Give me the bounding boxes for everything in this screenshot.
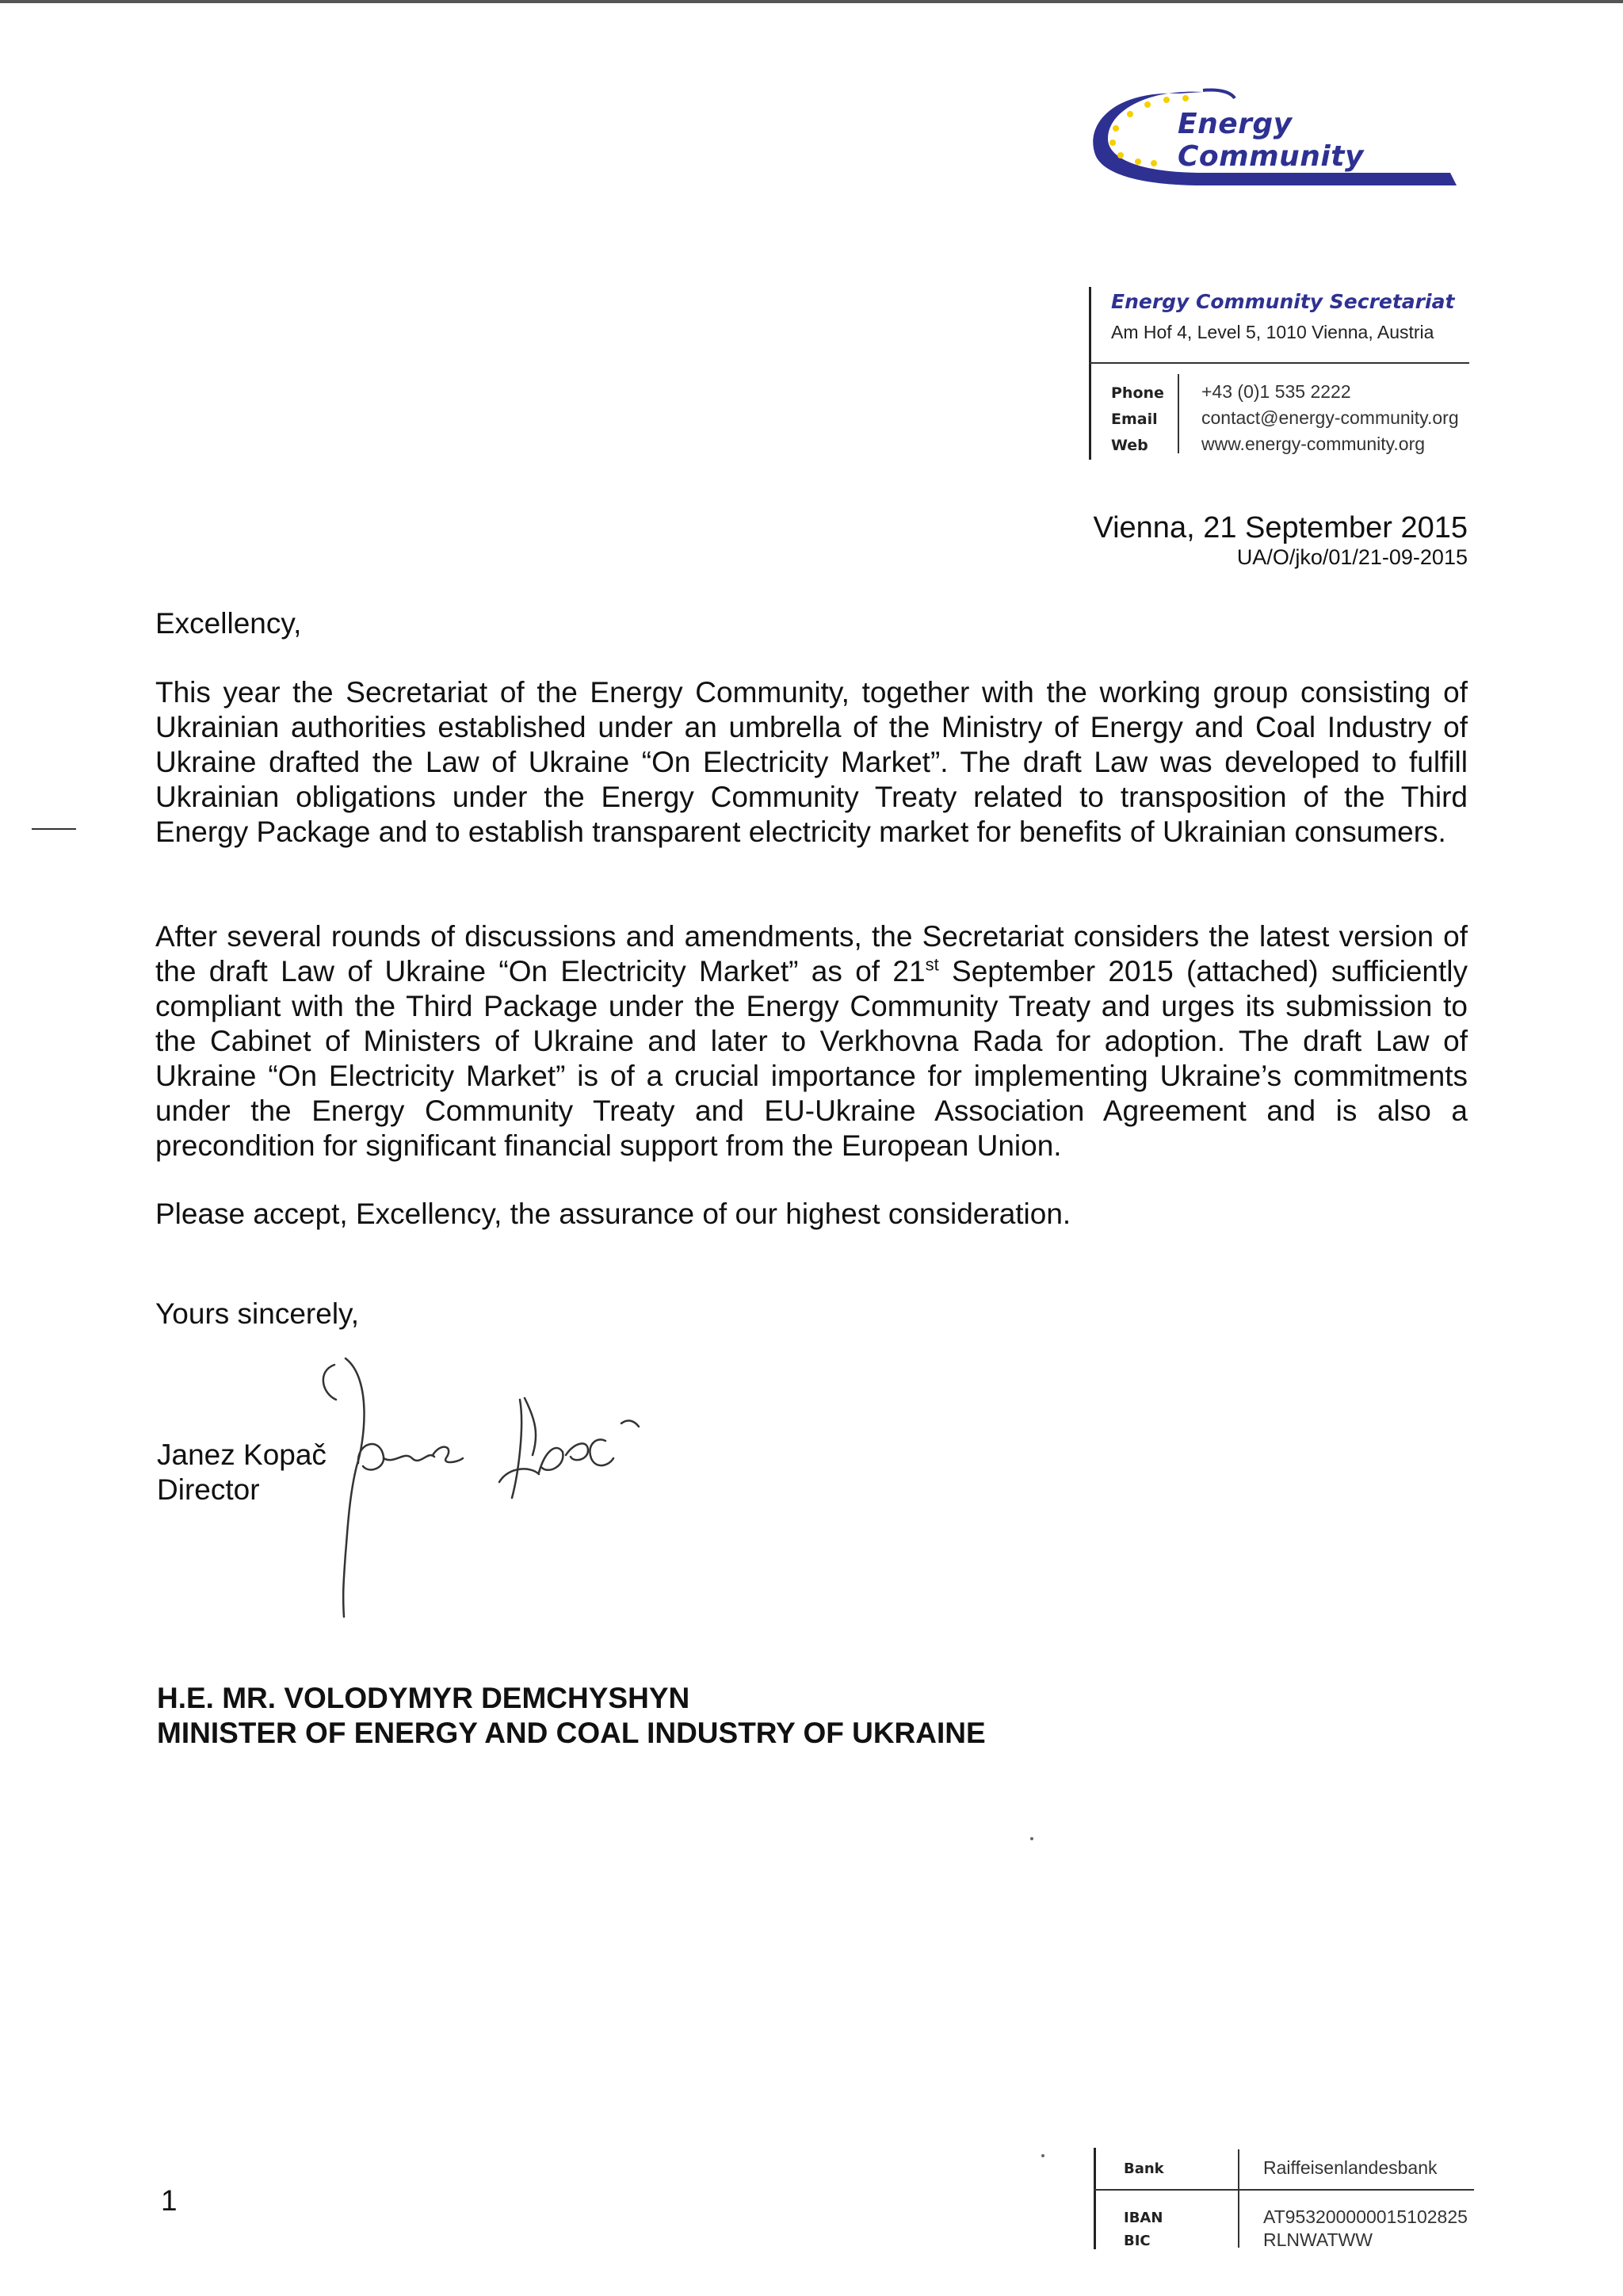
body-paragraph-1: This year the Secretariat of the Energy Community, together with the working group consisting of Ukrainian authorities established under an umbrella of the Ministry of Energy and Coal Industry of Ukraine drafted the Law of Ukraine “On Electricity Market”. The draft Law was developed to fulfill Ukrainian obligations under the Energy Community Treaty related to transposition of the Third Energy Package and to establish transparent electricity market for benefits of Ukrainian consumers. [155, 676, 1468, 848]
email-value: contact@energy-community.org [1201, 407, 1459, 428]
bic-label: BIC [1124, 2233, 1151, 2249]
web-value: www.energy-community.org [1201, 434, 1426, 454]
scan-speck [1041, 2154, 1044, 2157]
web-label: Web [1111, 437, 1148, 454]
page-top-edge [0, 0, 1623, 3]
phone-value: +43 (0)1 535 2222 [1201, 381, 1351, 402]
salutation: Excellency, [155, 607, 302, 640]
divider [1094, 2189, 1474, 2191]
secretariat-contact-block [1089, 287, 1469, 461]
divider [1238, 2149, 1239, 2248]
signer-title: Director [157, 1473, 260, 1506]
scan-speck [1030, 1837, 1033, 1840]
bank-details-block [1094, 2148, 1474, 2251]
addressee-name: H.E. MR. VOLODYMYR DEMCHYSHYN [157, 1682, 690, 1714]
signature-icon [301, 1347, 682, 1625]
secretariat-address: Am Hof 4, Level 5, 1010 Vienna, Austria [1111, 322, 1434, 342]
iban-value: AT953200000015102825 [1263, 2206, 1468, 2227]
bic-value: RLNWATWW [1263, 2229, 1373, 2250]
body-paragraph-3: Please accept, Excellency, the assurance of our highest consideration. [155, 1198, 1071, 1230]
divider [1089, 287, 1091, 460]
bank-label: Bank [1124, 2160, 1164, 2177]
logo-wordmark: Energy Community [1178, 108, 1364, 173]
divider [1089, 362, 1469, 364]
letter-date: Vienna, 21 September 2015 [1093, 511, 1468, 544]
ordinal-suffix: st [925, 954, 939, 975]
closing: Yours sincerely, [155, 1297, 360, 1330]
addressee-title: MINISTER OF ENERGY AND COAL INDUSTRY OF UKRAINE [157, 1717, 986, 1749]
fold-mark [32, 828, 76, 830]
secretariat-name: Energy Community Secretariat [1111, 290, 1455, 313]
divider [1178, 374, 1179, 453]
phone-label: Phone [1111, 384, 1164, 402]
email-label: Email [1111, 411, 1158, 428]
paragraph-2-part-2: September 2015 (attached) sufficiently compliant with the Third Package under the Energy Community Treaty and urges its submission to the Cabinet of Ministers of Ukraine and later to Verkhovna Rada for adoption. The draft Law of Ukraine “On Electricity Market” is of a crucial importance for implementing Ukraine’s commitments under the Energy Community Treaty and EU-Ukraine Association Agreement and is also a precondition for significant financial support from the European Union. [155, 955, 1468, 1162]
paragraph-2-part-1: After several rounds of discussions and amendments, the Secretariat considers the latest version of the draft Law of Ukraine “On Electricity Market” as of 21 [155, 920, 1468, 988]
divider [1094, 2148, 1096, 2249]
handwritten-signature [301, 1347, 682, 1625]
bank-value: Raiffeisenlandesbank [1263, 2157, 1438, 2178]
energy-community-logo [1084, 79, 1472, 194]
body-paragraph-2 [155, 919, 1468, 1163]
iban-label: IBAN [1124, 2210, 1163, 2226]
page-number: 1 [161, 2184, 178, 2217]
signer-name: Janez Kopač [157, 1438, 327, 1471]
letter-reference: UA/O/jko/01/21-09-2015 [1236, 545, 1468, 569]
